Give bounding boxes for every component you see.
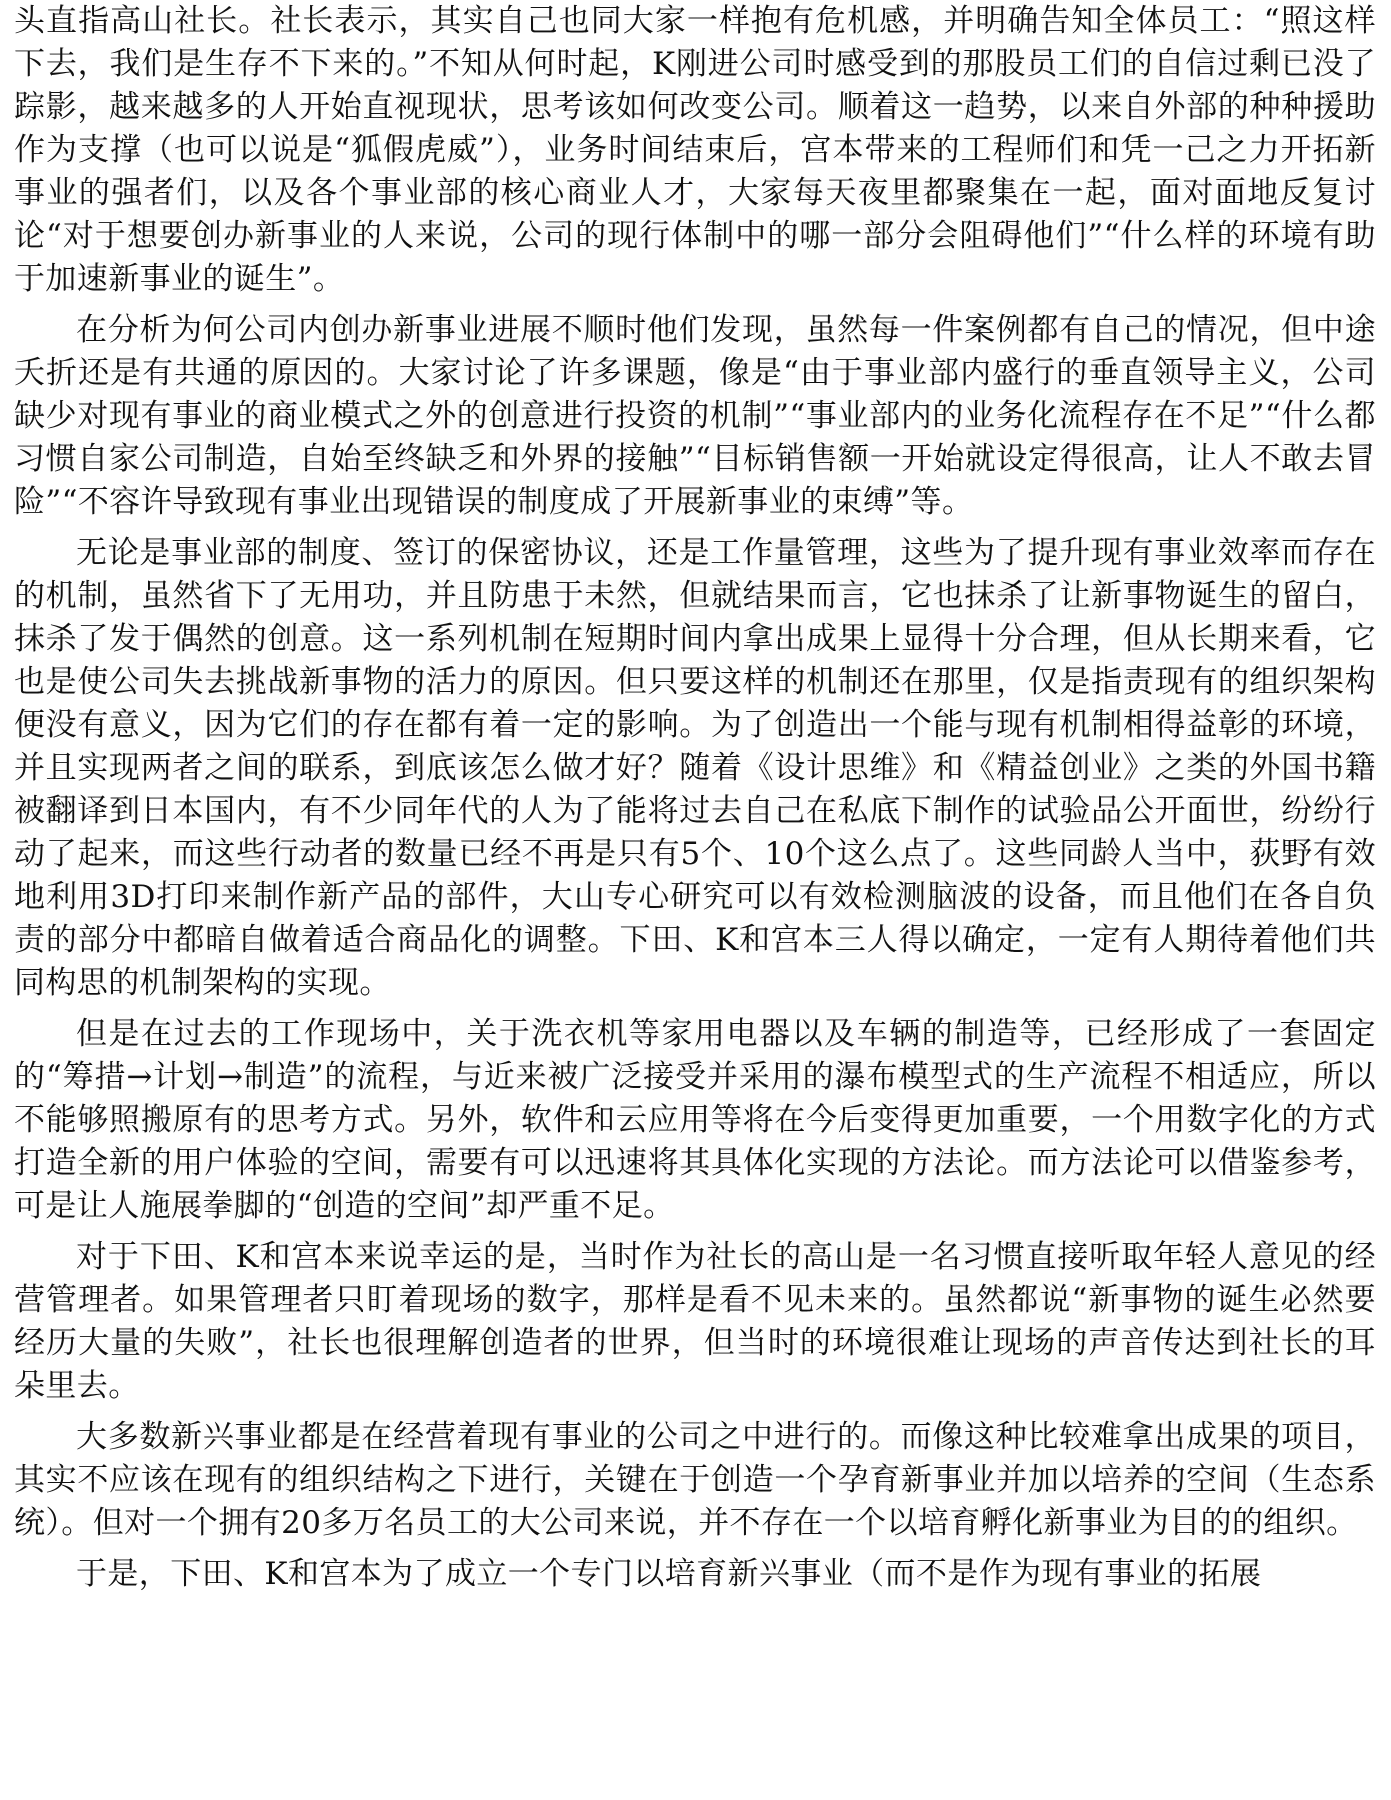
paragraph-4: 但是在过去的工作现场中，关于洗衣机等家用电器以及车辆的制造等，已经形成了一套固定的“筹措→计划→制造”的流程，与近来被广泛接受并采用的瀑布模型式的生产流程不相适应，所以不能够照搬原有的思考方式。另外，软件和云应用等将在今后变得更加重要，一个用数字化的方式打造全新的用户体验的空间，需要有可以迅速将其具体化实现的方法论。而方法论可以借鉴参考，可是让人施展拳脚的“创造的空间”却严重不足。 — [14, 1016, 1376, 1224]
paragraph-2: 在分析为何公司内创办新事业进展不顺时他们发现，虽然每一件案例都有自己的情况，但中途夭折还是有共通的原因的。大家讨论了许多课题，像是“由于事业部内盛行的垂直领导主义，公司缺少对现有事业的商业模式之外的创意进行投资的机制”“事业部内的业务化流程存在不足”“什么都习惯自家公司制造，自始至终缺乏和外界的接触”“目标销售额一开始就设定得很高，让人不敢去冒险”“不容许导致现有事业出现错误的制度成了开展新事业的束缚”等。 — [14, 312, 1376, 520]
paragraph-7: 于是，下田、K和宫本为了成立一个专门以培育新兴事业（而不是作为现有事业的拓展 — [76, 1556, 1262, 1592]
paragraph-5: 对于下田、K和宫本来说幸运的是，当时作为社长的高山是一名习惯直接听取年轻人意见的经营管理者。如果管理者只盯着现场的数字，那样是看不见未来的。虽然都说“新事物的诞生必然要经历大量的失败”，社长也很理解创造者的世界，但当时的环境很难让现场的声音传达到社长的耳朵里去。 — [14, 1239, 1376, 1404]
paragraph-6: 大多数新兴事业都是在经营着现有事业的公司之中进行的。而像这种比较难拿出成果的项目，其实不应该在现有的组织结构之下进行，关键在于创造一个孕育新事业并加以培养的空间（生态系统）。但对一个拥有20多万名员工的大公司来说，并不存在一个以培育孵化新事业为目的的组织。 — [14, 1419, 1376, 1541]
document-page — [14, 0, 1376, 1604]
paragraph-1: 头直指高山社长。社长表示，其实自己也同大家一样抱有危机感，并明确告知全体员工：“照这样下去，我们是生存不下来的。”不知从何时起，K刚进公司时感受到的那股员工们的自信过剩已没了踪影，越来越多的人开始直视现状，思考该如何改变公司。顺着这一趋势，以来自外部的种种援助作为支撑（也可以说是“狐假虎威”），业务时间结束后，宫本带来的工程师们和凭一己之力开拓新事业的强者们，以及各个事业部的核心商业人才，大家每天夜里都聚集在一起，面对面地反复讨论“对于想要创办新事业的人来说，公司的现行体制中的哪一部分会阻碍他们”“什么样的环境有助于加速新事业的诞生”。 — [14, 3, 1376, 297]
paragraph-3: 无论是事业部的制度、签订的保密协议，还是工作量管理，这些为了提升现有事业效率而存在的机制，虽然省下了无用功，并且防患于未然，但就结果而言，它也抹杀了让新事物诞生的留白，抹杀了发于偶然的创意。这一系列机制在短期时间内拿出成果上显得十分合理，但从长期来看，它也是使公司失去挑战新事物的活力的原因。但只要这样的机制还在那里，仅是指责现有的组织架构便没有意义，因为它们的存在都有着一定的影响。为了创造出一个能与现有机制相得益彰的环境，并且实现两者之间的联系，到底该怎么做才好？随着《设计思维》和《精益创业》之类的外国书籍被翻译到日本国内，有不少同年代的人为了能将过去自己在私底下制作的试验品公开面世，纷纷行动了起来，而这些行动者的数量已经不再是只有5个、10个这么点了。这些同龄人当中，荻野有效地利用3D打印来制作新产品的部件，大山专心研究可以有效检测脑波的设备，而且他们在各自负责的部分中都暗自做着适合商品化的调整。下田、K和宫本三人得以确定，一定有人期待着他们共同构思的机制架构的实现。 — [14, 535, 1376, 1001]
